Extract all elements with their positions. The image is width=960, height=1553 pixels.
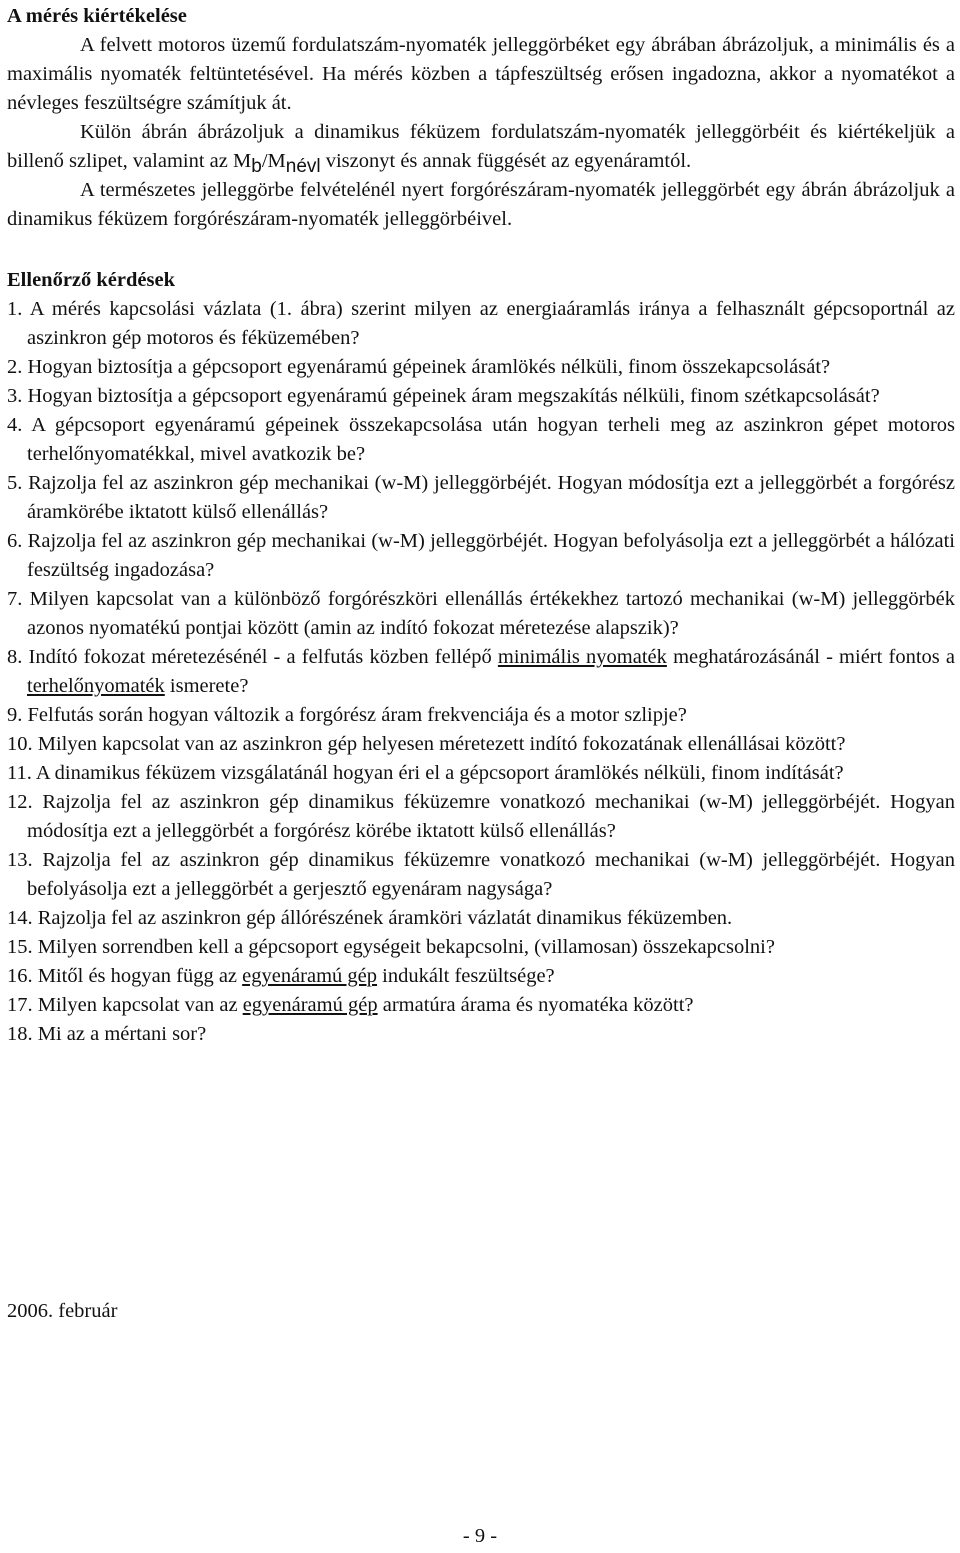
paragraph-2-text-b: /M [261, 150, 286, 172]
question-16 [7, 962, 955, 991]
question-3: 3. Hogyan biztosítja a gépcsoport egyenáramú gépeinek áram megszakítás nélküli, finom szétkapcsolását? [7, 385, 880, 407]
question-15: 15. Milyen sorrendben kell a gépcsoport egységeit bekapcsolni, (villamosan) összekapcsolni? [7, 936, 775, 958]
page-number: - 9 - [462, 1525, 498, 1547]
question-10: 10. Milyen kapcsolat van az aszinkron gép helyesen méretezett indító fokozatának ellenállásai között? [7, 733, 846, 755]
paragraph-3: A természetes jelleggörbe felvételénél nyert forgórészáram-nyomaték jelleggörbét egy ábrán ábrázoljuk a dinamikus féküzem forgórészáram-nyomaték jelleggörbéivel. [7, 179, 955, 230]
question-16-text-b: indukált feszültsége? [377, 965, 555, 987]
question-17-text-a: 17. Milyen kapcsolat van az [7, 994, 243, 1016]
underlined-term-dc-machine: egyenáramú gép [242, 994, 378, 1016]
underlined-term-dc-machine: egyenáramú gép [242, 965, 378, 987]
subscript-nevl: névl [285, 156, 321, 177]
question-16-text-a: 16. Mitől és hogyan függ az [7, 965, 243, 987]
underlined-term-min-torque: minimális nyomaték [497, 646, 667, 668]
question-13: 13. Rajzolja fel az aszinkron gép dinamikus féküzemre vonatkozó mechanikai (w-M) jelleggörbéjét. Hogyan befolyásolja ezt a jelleggörbét a gerjesztő egyenáram nagysága? [7, 849, 955, 900]
document-page [7, 0, 955, 1049]
paragraph-2 [7, 118, 955, 176]
paragraph-2-text-c: viszonyt és annak függését az egyenáramtól. [320, 150, 692, 172]
question-8-text-c: ismerete? [164, 675, 249, 697]
paragraph-2-text-a: Külön ábrán ábrázoljuk a dinamikus féküzem fordulatszám-nyomaték jelleggörbéit és kiértékeljük a billenő szlipet, valamint az M [7, 121, 955, 172]
footer-date: 2006. február [7, 1300, 118, 1322]
subscript-b: b [251, 156, 262, 177]
question-11: 11. A dinamikus féküzem vizsgálatánál hogyan éri el a gépcsoport áramlökés nélküli, finom indítását? [7, 762, 844, 784]
question-8 [7, 643, 955, 701]
paragraph-1: A felvett motoros üzemű fordulatszám-nyomaték jelleggörbéket egy ábrában ábrázoljuk, a minimális és a maximális nyomaték feltüntetésével. Ha mérés közben a tápfeszültség erősen ingadozna, akkor a nyomatékot a névleges feszültségre számítjuk át. [7, 34, 955, 114]
question-4: 4. A gépcsoport egyenáramú gépeinek összekapcsolása után hogyan terheli meg az aszinkron gépet motoros terhelőnyomatékkal, mivel avatkozik be? [7, 414, 955, 465]
question-7: 7. Milyen kapcsolat van a különböző forgórészköri ellenállás értékekhez tartozó mechanikai (w-M) jelleggörbék azonos nyomatékú pontjai között (amin az indító fokozat méretezése alapszik)? [7, 588, 955, 639]
question-5: 5. Rajzolja fel az aszinkron gép mechanikai (w-M) jelleggörbéjét. Hogyan módosítja ezt a jelleggörbét a forgórész áramkörébe iktatott külső ellenállás? [7, 472, 955, 523]
section-title: A mérés kiértékelése [7, 5, 187, 27]
question-1: 1. A mérés kapcsolási vázlata (1. ábra) szerint milyen az energiaáramlás iránya a felhasznált gépcsoportnál az aszinkron gép motoros és féküzemében? [7, 298, 955, 349]
underlined-term-load-torque: terhelőnyomaték [27, 675, 165, 697]
questions-title: Ellenőrző kérdések [7, 269, 175, 291]
question-17-text-b: armatúra árama és nyomatéka között? [377, 994, 694, 1016]
question-8-text-b: meghatározásánál - miért fontos a [666, 646, 956, 668]
question-8-text-a: 8. Indító fokozat méretezésénél - a felfutás közben fellépő [7, 646, 498, 668]
question-2: 2. Hogyan biztosítja a gépcsoport egyenáramú gépeinek áramlökés nélküli, finom összekapcsolását? [7, 356, 831, 378]
question-9: 9. Felfutás során hogyan változik a forgórész áram frekvenciája és a motor szlipje? [7, 704, 687, 726]
question-12: 12. Rajzolja fel az aszinkron gép dinamikus féküzemre vonatkozó mechanikai (w-M) jelleggörbéjét. Hogyan módosítja ezt a jelleggörbét a forgórész körébe iktatott külső ellenállás? [7, 791, 955, 842]
question-14: 14. Rajzolja fel az aszinkron gép állórészének áramköri vázlatát dinamikus féküzemben. [7, 907, 733, 929]
question-18: 18. Mi az a mértani sor? [7, 1023, 207, 1045]
question-6: 6. Rajzolja fel az aszinkron gép mechanikai (w-M) jelleggörbéjét. Hogyan befolyásolja ezt a jelleggörbét a hálózati feszültség ingadozása? [7, 530, 955, 581]
question-17 [7, 991, 955, 1020]
